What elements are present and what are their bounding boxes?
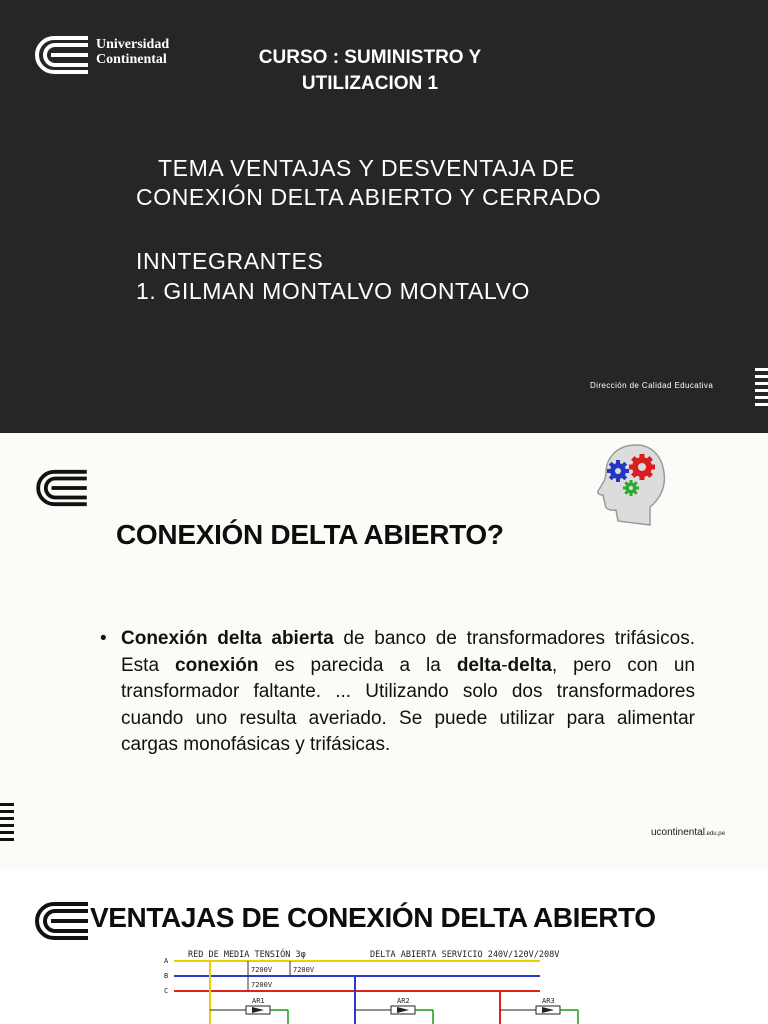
voltage-label: 7200V (293, 966, 315, 974)
bold-term: delta (507, 654, 552, 676)
diagram-title-left: RED DE MEDIA TENSIÓN 3φ (188, 950, 306, 960)
text-run: , pero con un transformador faltante. ... Utilizando solo dos transformadores cuando uno resulta averiado. Se puede utilizar para alimentar cargas monofásicas y trifásicas. (121, 654, 695, 755)
arrester-arrow (252, 1007, 264, 1013)
stripes-icon (0, 803, 14, 841)
advantages-slide (0, 870, 768, 1024)
stripes-icon (755, 368, 768, 406)
bullet-paragraph (100, 626, 695, 759)
bold-term: delta (456, 654, 502, 676)
university-logo-icon (34, 900, 90, 942)
voltage-label: 7200V (251, 981, 273, 989)
slide-title: CONEXIÓN DELTA ABIERTO? (116, 519, 504, 550)
website-suffix: .edu.pe (704, 831, 725, 837)
university-name-line1: Universidad (96, 37, 170, 52)
phase-b-label: B (164, 972, 169, 980)
phase-a-label: A (164, 957, 169, 965)
topic-line2: CONEXIÓN DELTA ABIERTO Y CERRADO (136, 184, 602, 210)
course-title (210, 45, 530, 97)
arrester-arrow (542, 1007, 554, 1013)
course-title-line2: UTILIZACION 1 (301, 73, 439, 94)
text-run: de banco de transformadores trifásicos. Esta (121, 628, 695, 676)
university-name-line2: Continental (96, 52, 167, 67)
text-run: es parecida a la (258, 654, 457, 676)
voltage-label: 7200V (251, 966, 273, 974)
head-gears-icon (594, 441, 670, 533)
slide-title: VENTAJAS DE CONEXIÓN DELTA ABIERTO (90, 902, 656, 933)
arrester-arrow (397, 1007, 409, 1013)
text-run: - (501, 654, 508, 676)
topic-line1: TEMA VENTAJAS Y DESVENTAJA DE (158, 155, 576, 181)
website-main: ucontinental (651, 827, 705, 838)
title-slide (0, 0, 768, 433)
phase-c-label: C (164, 987, 169, 995)
course-title-line1: CURSO : SUMINISTRO Y (258, 47, 482, 68)
bullet-dot: • (100, 628, 107, 649)
bold-term: conexión (175, 654, 259, 676)
arrester-label: AR1 (252, 997, 265, 1005)
arrester-label: AR3 (542, 997, 555, 1005)
topic-title (136, 154, 601, 212)
bold-term: Conexión delta abierta (121, 628, 334, 649)
university-logo-icon (34, 34, 90, 76)
delta-open-diagram (160, 946, 630, 1024)
footer-direction: Dirección de Calidad Educativa (590, 381, 714, 390)
university-logo-icon (35, 468, 89, 508)
website-label (651, 827, 725, 838)
members-block (136, 246, 530, 306)
members-heading: INNTEGRANTES (136, 248, 324, 274)
arrester-label: AR2 (397, 997, 410, 1005)
bullet-text (121, 626, 695, 759)
content-slide (0, 433, 768, 870)
university-name (96, 37, 169, 67)
diagram-title-right: DELTA ABIERTA SERVICIO 240V/120V/208V (370, 950, 560, 960)
member-item: 1. GILMAN MONTALVO MONTALVO (136, 278, 531, 304)
